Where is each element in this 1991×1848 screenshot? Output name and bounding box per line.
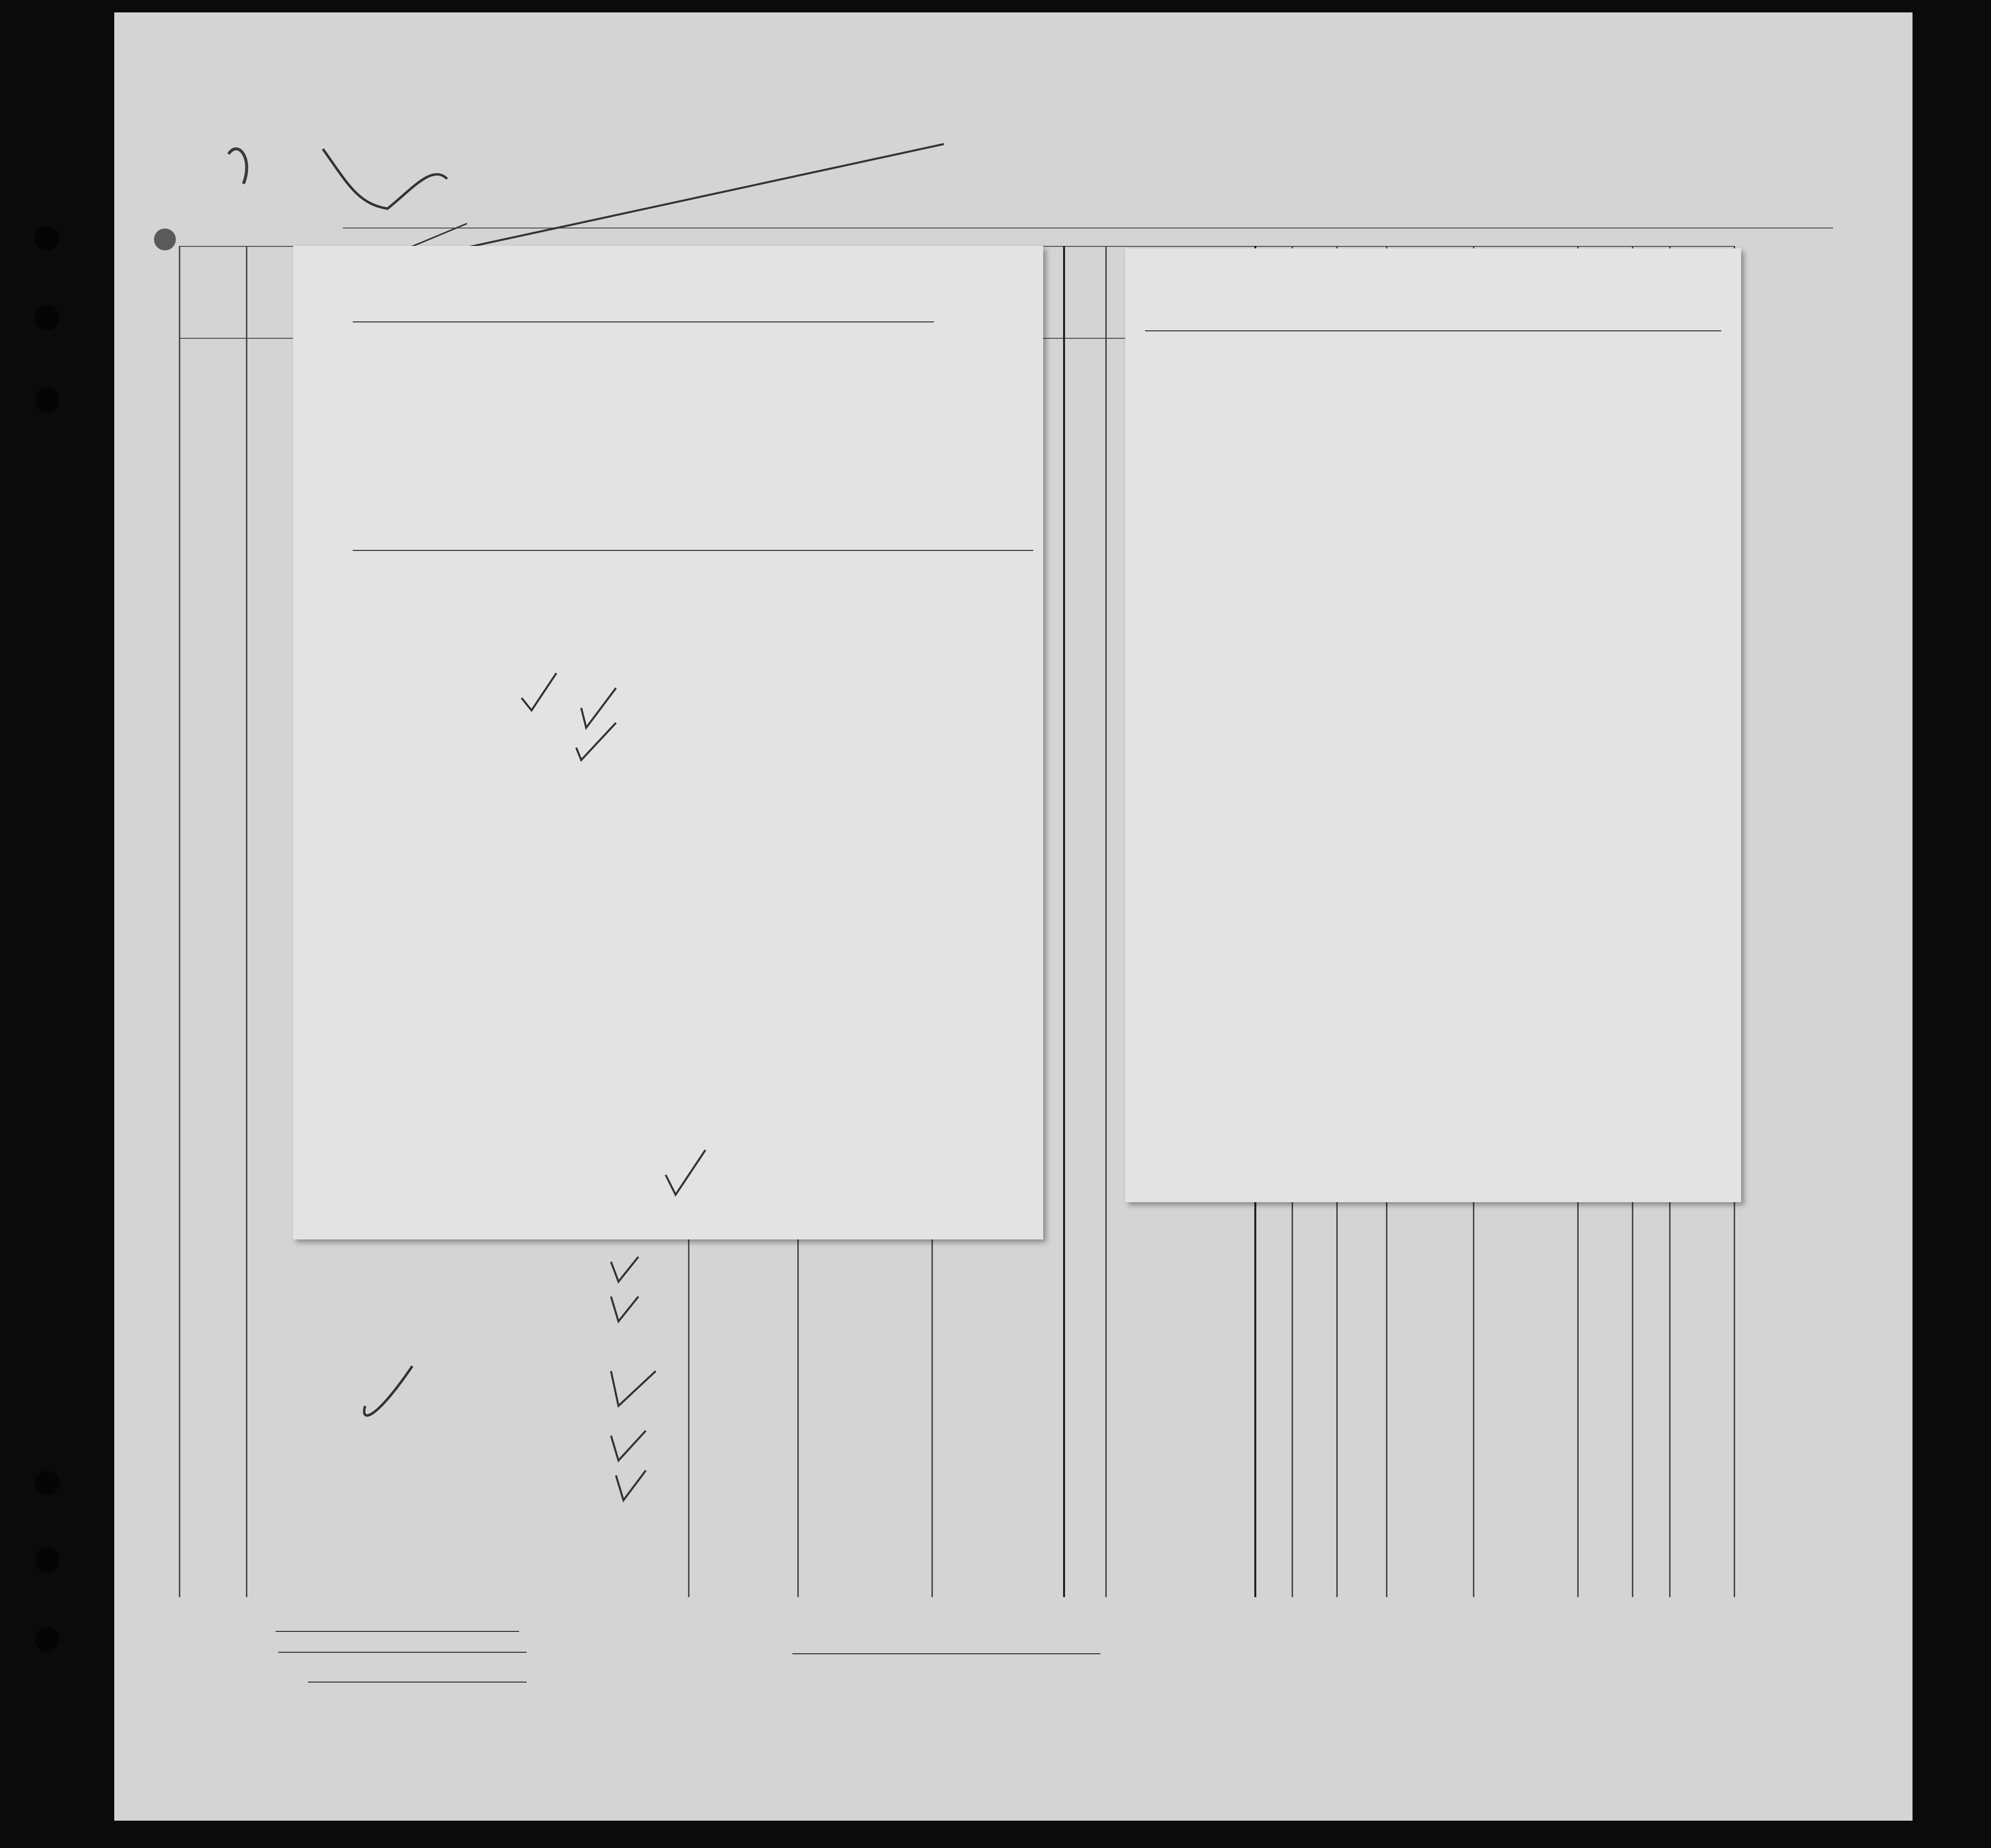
right-top-rule — [1145, 330, 1721, 331]
binder-hole — [35, 1547, 60, 1572]
overlay-sheet-left — [293, 246, 1043, 1239]
owners-underline — [278, 1652, 527, 1653]
paper-punch-hole — [154, 229, 176, 250]
line-underline — [276, 1631, 519, 1632]
crew-checkmarks — [348, 1252, 695, 1550]
hospital-top-rule — [353, 321, 934, 322]
table-no-col-rule — [246, 246, 247, 1597]
binder-hole — [35, 1470, 60, 1495]
overlay-sheet-right — [1125, 248, 1741, 1202]
agents-underline — [308, 1682, 527, 1683]
table-col-rule — [1105, 246, 1107, 1597]
table-col-rule — [1063, 246, 1065, 1597]
binder-hole — [35, 387, 60, 412]
binder-hole — [35, 1627, 60, 1652]
binder-hole — [35, 226, 60, 251]
binder-hole — [35, 306, 60, 330]
discharged-top-rule — [353, 550, 1033, 551]
table-left-rule — [179, 246, 180, 1597]
handwritten-checkmarks — [457, 564, 904, 1210]
signature-line — [792, 1653, 1100, 1654]
